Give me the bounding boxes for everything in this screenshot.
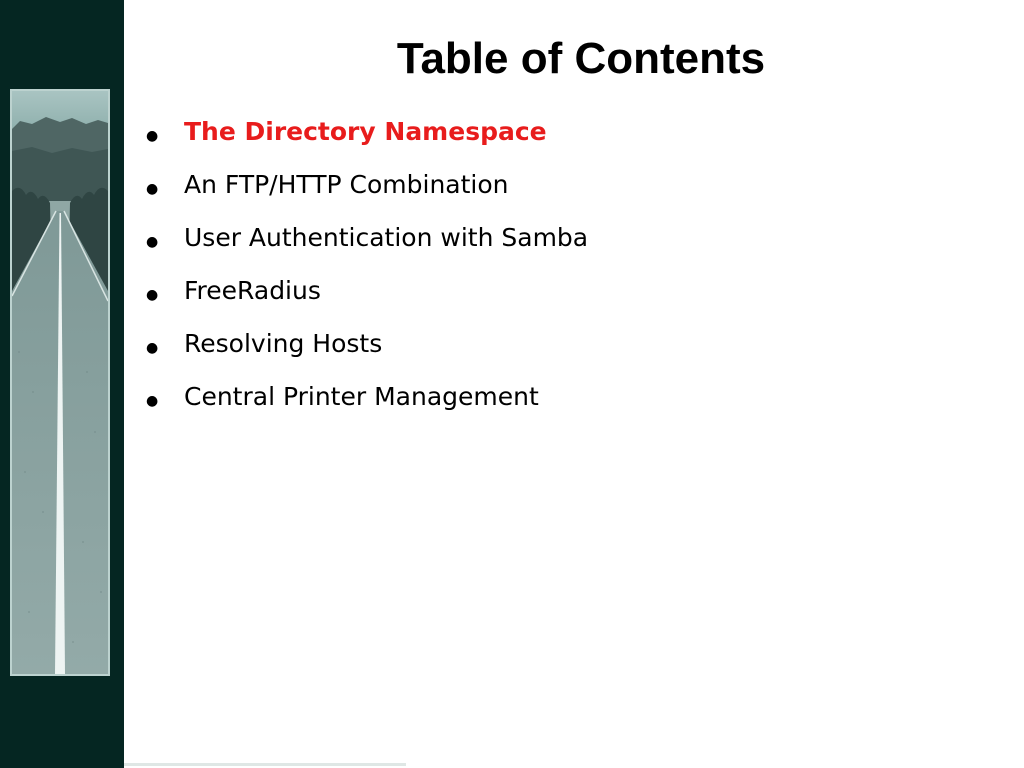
toc-item-label: Resolving Hosts [184,329,383,358]
bullet-icon: ● [146,234,159,250]
road-photo [10,89,110,676]
toc-item-label: FreeRadius [184,276,321,305]
slide-title: Table of Contents [396,34,766,83]
bullet-icon: ● [146,287,159,303]
toc-item-label: The Directory Namespace [184,117,547,146]
toc-item-label: An FTP/HTTP Combination [184,170,509,199]
toc-item-label: Central Printer Management [184,382,539,411]
sidebar-band [0,0,124,768]
bullet-icon: ● [146,393,159,409]
bottom-divider [124,763,406,766]
bullet-icon: ● [146,181,159,197]
toc-item-label: User Authentication with Samba [184,223,589,252]
road-image [12,91,108,674]
bullet-icon: ● [146,340,159,356]
bullet-icon: ● [146,128,159,144]
